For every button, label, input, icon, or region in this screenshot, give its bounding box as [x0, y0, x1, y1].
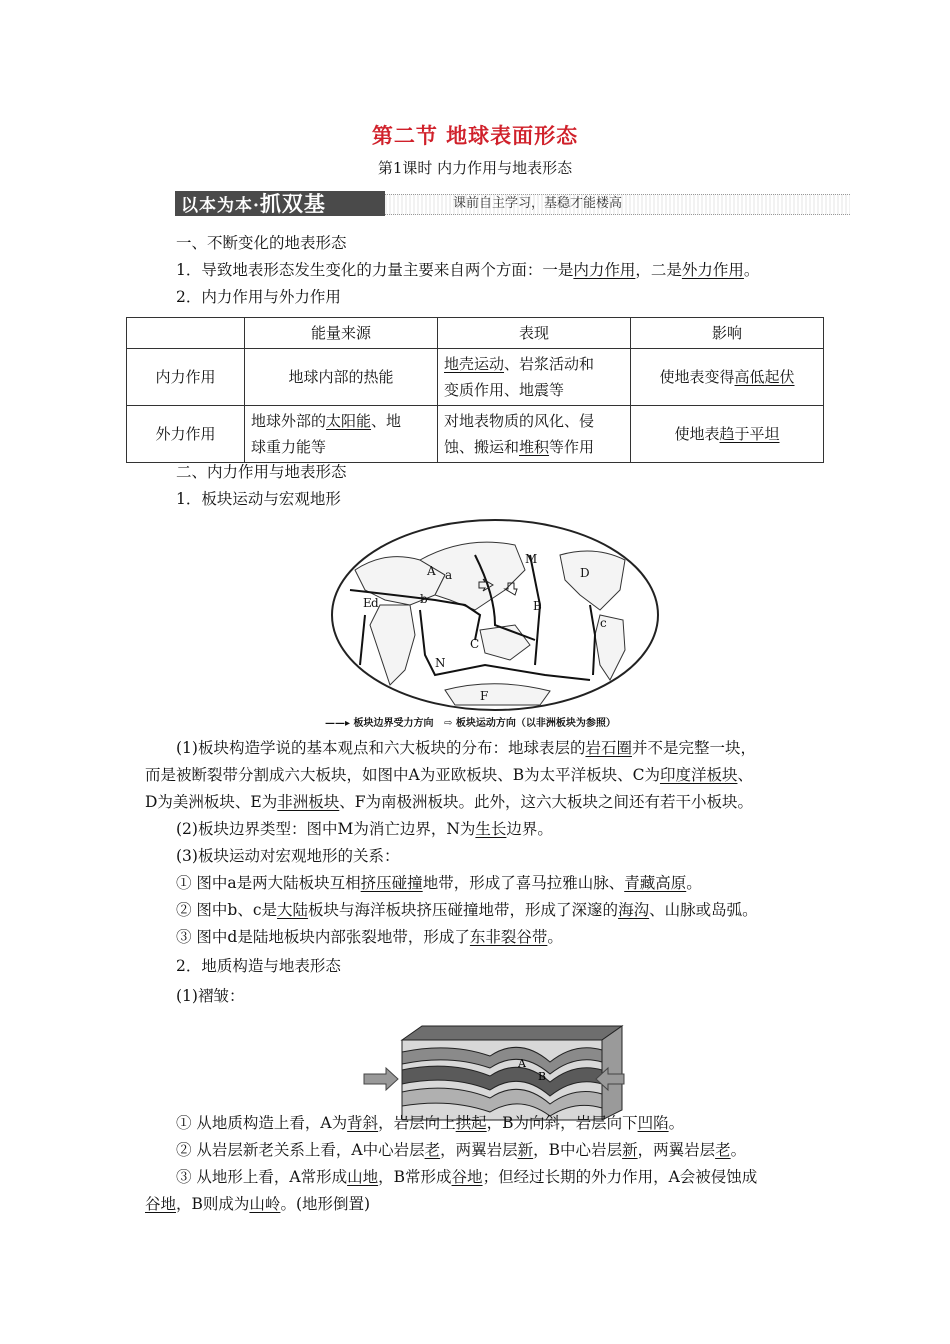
fold-diagram — [360, 1022, 625, 1122]
text: 、F为南极洲板块。此外，这六大板块之间还有若干小板块。 — [339, 793, 754, 811]
legend-arrow-icon: ⇨ — [443, 718, 453, 729]
table-cell: 地球内部的热能 — [245, 349, 438, 406]
block-top — [402, 1026, 622, 1040]
text: 。 — [547, 928, 563, 946]
answer: 高低起伏 — [734, 368, 795, 386]
answer: 山地 — [347, 1168, 379, 1186]
section1-heading: 一、不断变化的地表形态 — [176, 234, 347, 252]
text: ② 从岩层新老关系上看，A中心岩层 — [176, 1141, 425, 1159]
answer: 内力作用 — [573, 261, 636, 279]
text: D为美洲板块、E为 — [145, 793, 278, 811]
text: ③ 从地形上看，A常形成 — [176, 1168, 348, 1186]
text: 蚀、搬运和 — [444, 438, 520, 456]
answer: 新 — [517, 1141, 534, 1159]
section1-item1 — [176, 257, 759, 283]
map-label: c — [600, 616, 607, 630]
answer: 趋于平坦 — [719, 425, 780, 443]
table-cell — [631, 349, 824, 406]
fold-label: B — [538, 1070, 547, 1083]
answer: 大陆 — [277, 901, 309, 919]
text: ① 从地质构造上看，A为 — [176, 1114, 348, 1132]
table-header-cell: 能量来源 — [245, 318, 438, 349]
answer: 凹陷 — [637, 1114, 669, 1132]
text: ① 图中a是两大陆板块互相 — [176, 874, 361, 892]
table-cell: 外力作用 — [127, 406, 245, 463]
map-label: b — [420, 592, 428, 606]
text: 、山脉或岛弧。 — [649, 901, 758, 919]
text: 等作用 — [549, 438, 595, 456]
text: ，B则成为 — [176, 1195, 250, 1213]
fold-label: A — [518, 1057, 526, 1070]
answer: 岩石圈 — [585, 739, 632, 757]
text: 。 — [686, 874, 702, 892]
answer: 非洲板块 — [277, 793, 340, 811]
text: 并不是完整一块， — [631, 739, 756, 757]
table-header-row — [127, 318, 824, 349]
text: ，B中心岩层 — [533, 1141, 623, 1159]
answer: 生长 — [475, 820, 507, 838]
text: 边界。 — [506, 820, 553, 838]
text: ，二是 — [635, 261, 682, 279]
map-label: F — [480, 689, 489, 703]
text: ，两翼岩层 — [440, 1141, 518, 1159]
legend-line-icon: ——▸ — [325, 718, 351, 729]
answer: 印度洋板块 — [659, 766, 738, 784]
plates-p3: (3)板块运动对宏观地形的关系： — [176, 847, 400, 865]
text: 使地表变得 — [659, 368, 735, 386]
plates-p1-line3 — [145, 789, 835, 815]
answer: 东非裂谷带 — [469, 928, 548, 946]
answer: 青藏高原 — [624, 874, 687, 892]
fold-s3-line2 — [145, 1191, 370, 1217]
text: 。 — [668, 1114, 685, 1132]
section-banner — [175, 190, 850, 217]
text: (2)板块边界类型：图中M为消亡边界，N为 — [176, 820, 476, 838]
plates-p1-line1 — [176, 735, 816, 761]
section2-item1: 1．板块运动与宏观地形 — [176, 490, 341, 508]
answer: 堆积 — [519, 438, 550, 456]
plates-p1-line2 — [145, 762, 835, 788]
table-cell — [245, 406, 438, 463]
text: 地带，形成了喜马拉雅山脉、 — [422, 874, 625, 892]
map-label: a — [445, 568, 453, 582]
text: (1)板块构造学说的基本观点和六大板块的分布：地球表层的 — [176, 739, 586, 757]
text: ③ 图中d是陆地板块内部张裂地带，形成了 — [176, 928, 470, 946]
map-label: E — [363, 596, 372, 610]
pressure-arrow-left — [364, 1068, 398, 1090]
table-row — [127, 406, 824, 463]
map-legend — [325, 714, 616, 729]
text: 、 — [737, 766, 753, 784]
text: 。 — [743, 261, 760, 279]
geology-fold: (1)褶皱： — [176, 987, 245, 1005]
text: 球重力能等 — [251, 438, 327, 456]
answer: 海沟 — [618, 901, 650, 919]
answer: 挤压碰撞 — [360, 874, 423, 892]
banner-main: 以本为本· — [181, 196, 260, 216]
map-label: C — [470, 637, 480, 651]
plates-p3b — [176, 897, 758, 923]
text: ，B为向斜，岩层向下 — [486, 1114, 638, 1132]
plates-p3a — [176, 870, 702, 896]
text: 板块与海洋板块挤压碰撞地带，形成了深邃的 — [308, 901, 619, 919]
map-label: d — [371, 596, 379, 610]
text: 、岩浆活动和 — [504, 355, 595, 373]
text: ；但经过长期的外力作用，A会被侵蚀成 — [482, 1168, 758, 1186]
table-cell — [631, 406, 824, 463]
plate-map — [325, 515, 665, 730]
text: 对地表物质的风化、侵 — [444, 412, 595, 430]
map-label: N — [435, 656, 446, 670]
legend-text: 板块运动方向（以非洲板块为参照） — [455, 718, 616, 729]
text: 1．导致地表形态发生变化的力量主要来自两个方面：一是 — [176, 261, 574, 279]
text: ② 图中b、c是 — [176, 901, 278, 919]
table-row — [127, 349, 824, 406]
text: ，两翼岩层 — [637, 1141, 716, 1159]
text: 使地表 — [674, 425, 720, 443]
table-header-cell — [127, 318, 245, 349]
section1-item2: 2．内力作用与外力作用 — [176, 288, 341, 306]
text: 。 — [730, 1141, 747, 1159]
plates-p2 — [176, 816, 553, 842]
table-cell: 内力作用 — [127, 349, 245, 406]
answer: 拱起 — [455, 1114, 487, 1132]
answer: 新 — [622, 1141, 638, 1159]
text: ，B常形成 — [378, 1168, 452, 1186]
geology-item2: 2．地质构造与地表形态 — [176, 957, 341, 975]
answer: 太阳能 — [326, 412, 372, 430]
answer: 外力作用 — [681, 261, 744, 279]
answer: 老 — [424, 1141, 441, 1159]
lesson-subtitle: 第1课时 内力作用与地表形态 — [377, 159, 573, 177]
plates-p3c — [176, 924, 563, 950]
page-title: 第二节 地球表面形态 — [371, 123, 579, 148]
table-header-cell: 表现 — [438, 318, 631, 349]
banner-label — [175, 191, 385, 216]
fold-s1 — [176, 1110, 684, 1136]
fold-s2 — [176, 1137, 746, 1163]
fold-s3-line1 — [176, 1164, 757, 1190]
table-cell — [438, 406, 631, 463]
comparison-table — [126, 317, 824, 463]
answer: 山岭 — [249, 1195, 281, 1213]
text: 地球外部的 — [251, 412, 327, 430]
banner-bold: 抓双基 — [259, 191, 326, 216]
map-label: M — [525, 552, 538, 566]
answer: 地壳运动 — [444, 355, 505, 373]
text: 、地 — [371, 412, 402, 430]
map-label: B — [533, 599, 542, 613]
text: 变质作用、地震等 — [444, 381, 565, 399]
answer: 背斜 — [347, 1114, 379, 1132]
text: ，岩层向上 — [378, 1114, 456, 1132]
section2-heading: 二、内力作用与地表形态 — [176, 463, 347, 481]
banner-note: 课前自主学习，基稳才能楼高 — [453, 196, 623, 211]
text: 而是被断裂带分割成六大板块，如图中A为亚欧板块、B为太平洋板块、C为 — [145, 766, 660, 784]
answer: 谷地 — [145, 1195, 177, 1213]
map-label: D — [580, 566, 590, 580]
table-cell — [438, 349, 631, 406]
text: 。(地形倒置) — [280, 1195, 371, 1213]
table-header-cell: 影响 — [631, 318, 824, 349]
legend-text: 板块边界受力方向 — [353, 718, 434, 729]
answer: 谷地 — [451, 1168, 483, 1186]
answer: 老 — [715, 1141, 731, 1159]
map-label: A — [427, 564, 436, 578]
